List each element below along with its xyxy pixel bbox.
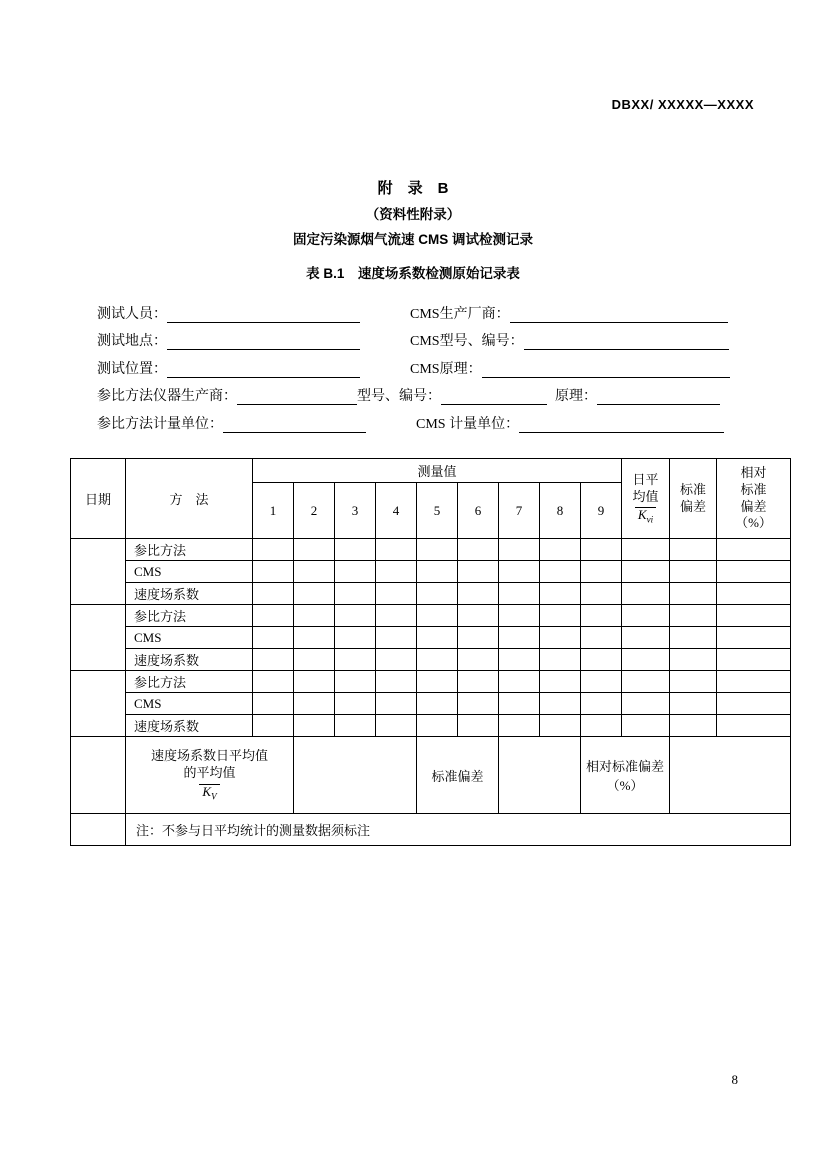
- form-row-5: [97, 410, 757, 438]
- measurement-cell: [458, 649, 499, 671]
- relative-std-deviation-header: 相对 标准 偏差 （%）: [717, 459, 791, 539]
- method-cell: 速度场系数: [126, 583, 253, 605]
- measurement-cell: [335, 605, 376, 627]
- measurement-cell: [417, 671, 458, 693]
- method-cell: CMS: [126, 627, 253, 649]
- measurement-cell: [335, 671, 376, 693]
- daily-avg-cell: [622, 649, 670, 671]
- measurement-cell: [376, 605, 417, 627]
- measurement-cell: [540, 561, 581, 583]
- ref-model-label: 型号、编号：: [357, 389, 441, 404]
- measurement-cell: [253, 649, 294, 671]
- cms-unit-blank-line: [519, 416, 724, 433]
- rel-std-cell: [717, 671, 791, 693]
- measurement-cell: [376, 539, 417, 561]
- std-dev-cell: [670, 605, 717, 627]
- measurement-cell: [499, 693, 540, 715]
- measurement-cell: [499, 671, 540, 693]
- measurement-cell: [499, 649, 540, 671]
- measurement-cell: [458, 605, 499, 627]
- method-cell: CMS: [126, 561, 253, 583]
- daily-avg-cell: [622, 583, 670, 605]
- table-row: [71, 539, 791, 561]
- cms-principle-blank-line: [482, 361, 730, 378]
- date-cell: [71, 539, 126, 605]
- daily-avg-cell: [622, 715, 670, 737]
- ref-manufacturer-blank-line: [237, 388, 357, 405]
- date-cell: [71, 605, 126, 671]
- summary-rel-std-value-cell: [670, 737, 791, 814]
- rel-std-cell: [717, 583, 791, 605]
- measurement-cell: [376, 561, 417, 583]
- col-number: 2: [294, 483, 335, 539]
- ref-unit-label: 参比方法计量单位：: [97, 416, 223, 432]
- col-number: 6: [458, 483, 499, 539]
- form-row-2: [97, 328, 757, 356]
- measurement-cell: [581, 649, 622, 671]
- site-label: 测试地点：: [97, 334, 167, 349]
- date-header: 日期: [71, 459, 126, 539]
- table-row: [71, 649, 791, 671]
- col-number: 3: [335, 483, 376, 539]
- table-caption: 表 B.1 速度场系数检测原始记录表: [306, 266, 520, 281]
- table-row: [71, 715, 791, 737]
- measurement-cell: [294, 583, 335, 605]
- summary-std-label: 标准偏差: [417, 737, 499, 814]
- measurement-cell: [499, 715, 540, 737]
- measurement-cell: [253, 715, 294, 737]
- measurement-cell: [253, 561, 294, 583]
- rel-std-cell: [717, 649, 791, 671]
- col-number: 9: [581, 483, 622, 539]
- col-number: 8: [540, 483, 581, 539]
- measurement-cell: [540, 649, 581, 671]
- summary-row: [71, 737, 791, 814]
- appendix-type-subtitle: （资料性附录）: [365, 207, 461, 222]
- daily-avg-cell: [622, 671, 670, 693]
- measurement-cell: [253, 671, 294, 693]
- measurement-cell: [581, 693, 622, 715]
- col-number: 1: [253, 483, 294, 539]
- table-row: [71, 583, 791, 605]
- measurement-cell: [540, 605, 581, 627]
- measurement-cell: [294, 627, 335, 649]
- method-header: 方 法: [126, 459, 253, 539]
- velocity-field-record-table: [70, 458, 791, 846]
- daily-avg-cell: [622, 539, 670, 561]
- measurement-cell: [581, 627, 622, 649]
- measurement-cell: [335, 715, 376, 737]
- measurement-cell: [376, 583, 417, 605]
- tester-blank-line: [167, 306, 360, 323]
- rel-std-cell: [717, 715, 791, 737]
- measurement-cell: [499, 627, 540, 649]
- measurement-cell: [294, 649, 335, 671]
- table-note: 注：不参与日平均统计的测量数据须标注: [126, 814, 791, 846]
- ref-manufacturer-label: 参比方法仪器生产商：: [97, 389, 237, 404]
- measurement-cell: [499, 539, 540, 561]
- standard-doc-code: DBXX/ XXXXX—XXXX: [611, 97, 754, 112]
- measurement-cell: [581, 561, 622, 583]
- summary-std-value-cell: [499, 737, 581, 814]
- method-cell: 参比方法: [126, 539, 253, 561]
- form-header-block: [97, 300, 757, 438]
- method-cell: 参比方法: [126, 671, 253, 693]
- measurement-cell: [458, 561, 499, 583]
- summary-rel-std-label: 相对标准偏差（%）: [581, 737, 670, 814]
- col-number: 7: [499, 483, 540, 539]
- measurement-cell: [417, 539, 458, 561]
- measurement-cell: [540, 627, 581, 649]
- std-dev-cell: [670, 715, 717, 737]
- daily-avg-cell: [622, 627, 670, 649]
- table-row: [71, 693, 791, 715]
- date-cell: [71, 737, 126, 814]
- std-dev-cell: [670, 583, 717, 605]
- cms-principle-label: CMS原理：: [410, 361, 482, 377]
- std-dev-cell: [670, 693, 717, 715]
- measurement-cell: [376, 693, 417, 715]
- measurement-cell: [581, 671, 622, 693]
- measurement-cell: [581, 715, 622, 737]
- measurement-cell: [458, 583, 499, 605]
- cms-unit-label: CMS 计量单位：: [416, 416, 520, 432]
- measurement-cell: [335, 627, 376, 649]
- cms-model-label: CMS型号、编号：: [410, 334, 524, 349]
- cms-manufacturer-blank-line: [510, 306, 728, 323]
- measurement-cell: [581, 605, 622, 627]
- table-row: [71, 605, 791, 627]
- rel-std-cell: [717, 693, 791, 715]
- measurement-cell: [376, 627, 417, 649]
- position-blank-line: [167, 361, 360, 378]
- kv-symbol: $K_V$: [199, 784, 219, 802]
- record-title: 固定污染源烟气流速 CMS 调试检测记录: [292, 232, 533, 247]
- measurement-cell: [540, 671, 581, 693]
- measurement-cell: [335, 693, 376, 715]
- measurement-cell: [581, 583, 622, 605]
- measurement-cell: [417, 693, 458, 715]
- measurement-cell: [499, 561, 540, 583]
- date-cell: [71, 814, 126, 846]
- measurement-cell: [581, 539, 622, 561]
- measurement-cell: [335, 561, 376, 583]
- measurement-cell: [540, 539, 581, 561]
- measurement-cell: [253, 605, 294, 627]
- rel-std-cell: [717, 539, 791, 561]
- measurement-cell: [499, 583, 540, 605]
- measurement-cell: [458, 627, 499, 649]
- col-number: 4: [376, 483, 417, 539]
- mean-of-daily-average-label: 速度场系数日平均值 的平均值 $K_V$: [126, 737, 294, 814]
- col-number: 5: [417, 483, 458, 539]
- measurement-cell: [253, 693, 294, 715]
- method-cell: 参比方法: [126, 605, 253, 627]
- std-dev-cell: [670, 561, 717, 583]
- tester-label: 测试人员：: [97, 306, 167, 322]
- method-cell: CMS: [126, 693, 253, 715]
- measurement-cell: [540, 693, 581, 715]
- site-blank-line: [167, 333, 360, 350]
- measurement-cell: [417, 649, 458, 671]
- measurement-cell: [294, 561, 335, 583]
- std-dev-cell: [670, 627, 717, 649]
- std-dev-cell: [670, 649, 717, 671]
- std-dev-cell: [670, 539, 717, 561]
- measurement-cell: [417, 605, 458, 627]
- daily-average-header: 日平 均值 $K_{vi}$: [622, 459, 670, 539]
- daily-avg-cell: [622, 693, 670, 715]
- cms-model-blank-line: [524, 333, 729, 350]
- std-deviation-header: 标准 偏差: [670, 459, 717, 539]
- measurement-cell: [376, 715, 417, 737]
- measurement-cell: [335, 583, 376, 605]
- measurement-cell: [417, 561, 458, 583]
- form-row-3: [97, 355, 757, 383]
- measurement-cell: [376, 649, 417, 671]
- form-row-4: [97, 383, 757, 411]
- ref-principle-blank-line: [597, 388, 720, 405]
- measurement-cell: [253, 539, 294, 561]
- measurement-cell: [294, 693, 335, 715]
- cms-manufacturer-label: CMS生产厂商：: [410, 306, 510, 322]
- table-row: [71, 671, 791, 693]
- measurement-cell: [499, 605, 540, 627]
- measurement-cell: [458, 671, 499, 693]
- measurement-cell: [458, 715, 499, 737]
- date-cell: [71, 671, 126, 737]
- measurement-cell: [540, 715, 581, 737]
- std-dev-cell: [670, 671, 717, 693]
- rel-std-cell: [717, 627, 791, 649]
- measurement-cell: [458, 693, 499, 715]
- rel-std-cell: [717, 605, 791, 627]
- ref-principle-label: 原理：: [555, 389, 597, 404]
- measurement-cell: [253, 627, 294, 649]
- form-row-1: [97, 300, 757, 328]
- measurement-header: 测量值: [253, 459, 622, 483]
- measurement-cell: [294, 671, 335, 693]
- note-row: [71, 814, 791, 846]
- table-row: [71, 561, 791, 583]
- measurement-cell: [376, 671, 417, 693]
- measurement-cell: [417, 715, 458, 737]
- position-label: 测试位置：: [97, 361, 167, 377]
- table-row: [71, 627, 791, 649]
- measurement-cell: [335, 539, 376, 561]
- daily-avg-cell: [622, 561, 670, 583]
- measurement-cell: [417, 583, 458, 605]
- method-cell: 速度场系数: [126, 649, 253, 671]
- measurement-cell: [458, 539, 499, 561]
- ref-unit-blank-line: [223, 416, 366, 433]
- measurement-cell: [294, 715, 335, 737]
- measurement-cell: [294, 605, 335, 627]
- rel-std-cell: [717, 561, 791, 583]
- measurement-cell: [294, 539, 335, 561]
- ref-model-blank-line: [441, 388, 547, 405]
- measurement-cell: [417, 627, 458, 649]
- page-number: 8: [731, 1072, 738, 1087]
- mean-value-cell: [294, 737, 417, 814]
- header-row-top: [71, 459, 791, 483]
- daily-avg-cell: [622, 605, 670, 627]
- measurement-cell: [540, 583, 581, 605]
- measurement-cell: [253, 583, 294, 605]
- method-cell: 速度场系数: [126, 715, 253, 737]
- measurement-cell: [335, 649, 376, 671]
- appendix-title: 附 录 B: [377, 180, 449, 197]
- kvi-symbol: $K_{vi}$: [635, 507, 656, 525]
